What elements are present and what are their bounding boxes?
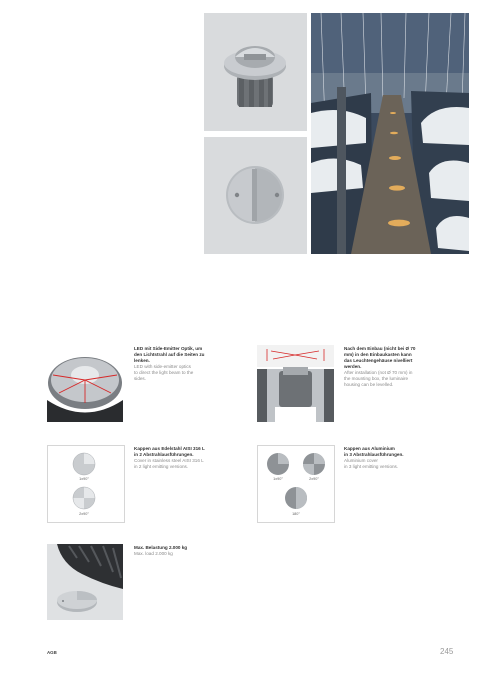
aluminium-caps-frame (257, 445, 335, 523)
aluminium-cap-180-label: 180° (292, 512, 300, 516)
max-load-text (134, 545, 234, 557)
levelling-diagram-photo (257, 345, 334, 422)
marina-illustration (311, 13, 469, 254)
aluminium-caps-text-en: Aluminium cover in 3 light emitting versions. (344, 458, 399, 469)
side-emitter-text-en: LED with side-emitter optics to direct the light beam to the sides. (134, 364, 194, 381)
steel-cap-2x90-icon (72, 486, 96, 510)
product-photo-top-view (204, 137, 307, 254)
steel-cap-2x90-label: 2x90° (79, 512, 89, 516)
levelling-text-de: Nach dem Einbau (nicht bei Ø 70 mm) in den Einbaukasten kann das Leuchtengehäuse nivelliert werden. (344, 346, 416, 369)
aluminium-cap-2x90-icon (302, 452, 326, 476)
levelling-text (344, 346, 444, 388)
side-emitter-text (134, 346, 229, 382)
footer-logo: AGB (47, 650, 57, 655)
steel-caps-frame (47, 445, 125, 523)
side-emitter-diagram-photo (47, 345, 123, 422)
max-load-text-de: Max. Belastung 2.000 kg (134, 545, 188, 550)
steel-cap-1x90-label: 1x90° (79, 477, 89, 481)
steel-cap-1x90-icon (72, 452, 96, 476)
aluminium-cap-2x90-label: 2x90° (309, 477, 319, 481)
tyre-illustration (47, 544, 123, 620)
max-load-tyre-photo (47, 544, 123, 620)
side-emitter-illustration (47, 345, 123, 422)
max-load-text-en: Max. load 2.000 kg (134, 551, 173, 556)
page-number: 245 (440, 647, 454, 656)
aluminium-cap-180-icon (284, 486, 308, 510)
aluminium-cap-1x90-icon (266, 452, 290, 476)
marina-jetty-photo (311, 13, 469, 254)
aluminium-caps-text-de: Kappen aus Aluminium in 3 Abstrahlausführungen. (344, 446, 404, 457)
luminaire-side-illustration (204, 13, 307, 131)
side-emitter-text-de: LED mit Side-Emitter Optik, um den Lichtstrahl auf die Seiten zu lenken. (134, 346, 205, 363)
aluminium-cap-1x90-label: 1x90° (273, 477, 283, 481)
product-photo-side-view (204, 13, 307, 131)
levelling-text-en: After installation (not Ø 70 mm) in the mounting box, the luminaire housing can be levelled. (344, 370, 413, 387)
levelling-illustration (257, 345, 334, 422)
steel-caps-text (134, 446, 234, 470)
aluminium-caps-text (344, 446, 444, 470)
luminaire-top-illustration (204, 137, 307, 254)
steel-caps-text-en: Cover in stainless steel AISI 316 L in 2 light emitting versions. (134, 458, 204, 469)
steel-caps-text-de: Kappen aus Edelstahl AISI 316 L in 2 Abstrahlausführungen. (134, 446, 205, 457)
